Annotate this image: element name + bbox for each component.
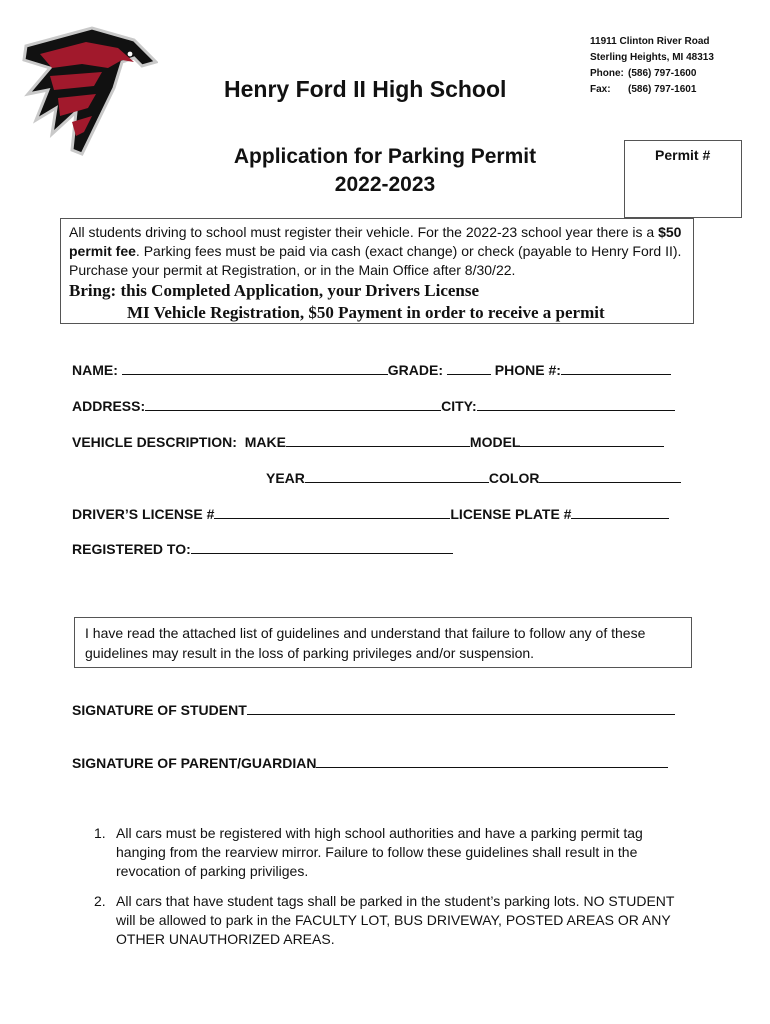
phone-label: PHONE #: (494, 362, 561, 378)
drivers-license-label: DRIVER’S LICENSE # (72, 506, 215, 522)
school-address (590, 34, 714, 98)
notice-text-rest: . Parking fees must be paid via cash (exact change) or check (payable to Henry Ford II). Purchase your permit at Registration, or in the Main Office after 8/30/22. (69, 243, 682, 278)
city-label: CITY: (441, 398, 477, 414)
fax-line (590, 82, 714, 98)
vehicle-year-color-row (266, 470, 681, 486)
school-name: Henry Ford II High School (224, 76, 507, 102)
phone-line (590, 66, 714, 82)
list-item-text: All cars must be registered with high school authorities and have a parking permit tag hanging from the rearview mirror. Failure to follow these guidelines shall result in the revocation of parking priviliges. (116, 825, 643, 879)
permit-number-box[interactable] (624, 140, 742, 218)
registered-to-row (72, 541, 453, 557)
student-signature-label: SIGNATURE OF STUDENT (72, 702, 247, 718)
list-item (92, 892, 692, 949)
address-city-row (72, 398, 675, 414)
phone-field[interactable] (561, 362, 671, 375)
form-title (200, 143, 570, 199)
drivers-license-field[interactable] (214, 506, 450, 519)
notice-text-intro: All students driving to school must register their vehicle. For the 2022-23 school year there is a (69, 224, 659, 240)
student-signature-field[interactable] (247, 702, 675, 715)
acknowledgement-box: I have read the attached list of guidelines and understand that failure to follow any of these guidelines may result in the loss of parking privileges and/or suspension. (74, 617, 692, 668)
name-label: NAME: (72, 362, 118, 378)
guidelines-list (92, 824, 692, 960)
list-item-number: 2. (94, 893, 106, 909)
form-title-line1: Application for Parking Permit (233, 145, 537, 168)
list-item-number: 1. (94, 825, 106, 841)
grade-field[interactable] (447, 362, 491, 375)
notice-box (60, 218, 694, 324)
bring-line2: MI Vehicle Registration, $50 Payment in order to receive a permit (127, 303, 605, 322)
notice-fee: $50 permit fee (69, 224, 682, 259)
grade-label: GRADE: (387, 362, 444, 378)
list-item (92, 824, 692, 881)
student-signature-row (72, 702, 675, 718)
license-plate-field[interactable] (571, 506, 669, 519)
address-field[interactable] (145, 398, 441, 411)
vehicle-make-model-row (72, 434, 664, 450)
license-plate-label: LICENSE PLATE # (450, 506, 572, 522)
model-field[interactable] (520, 434, 664, 447)
parent-signature-field[interactable] (316, 755, 668, 768)
license-row (72, 506, 669, 522)
address-line1: 11911 Clinton River Road (590, 36, 710, 47)
model-label: MODEL (469, 434, 521, 450)
notice-text (69, 223, 685, 280)
address-line2: Sterling Heights, MI 48313 (590, 52, 714, 63)
parent-signature-label: SIGNATURE OF PARENT/GUARDIAN (72, 755, 317, 771)
permit-number-label: Permit # (655, 147, 711, 163)
fax-value: (586) 797-1601 (628, 84, 697, 95)
make-field[interactable] (286, 434, 470, 447)
make-label: MAKE (244, 434, 286, 450)
phone-value: (586) 797-1600 (628, 68, 697, 79)
vehicle-description-label: VEHICLE DESCRIPTION: (72, 434, 237, 450)
fax-label: Fax: (590, 84, 611, 95)
city-field[interactable] (477, 398, 675, 411)
bring-line1: Bring: this Completed Application, your Drivers License (69, 281, 480, 300)
year-label: YEAR (266, 470, 305, 486)
phone-label: Phone: (590, 68, 624, 79)
list-item-text: All cars that have student tags shall be parked in the student’s parking lots. NO STUDENT will be allowed to park in the FACULTY LOT, BUS DRIVEWAY, POSTED AREAS OR ANY OTHER UNAUTHORIZED AREAS. (116, 893, 675, 947)
address-label: ADDRESS: (72, 398, 146, 414)
form-title-year: 2022-2023 (334, 173, 436, 196)
registered-to-label: REGISTERED TO: (72, 541, 191, 557)
registered-to-field[interactable] (191, 541, 453, 554)
color-field[interactable] (539, 470, 681, 483)
parent-signature-row (72, 755, 668, 771)
name-field[interactable] (122, 362, 388, 375)
falcon-logo-icon (22, 24, 158, 156)
year-field[interactable] (305, 470, 489, 483)
name-grade-phone-row (72, 362, 671, 378)
color-label: COLOR (488, 470, 540, 486)
